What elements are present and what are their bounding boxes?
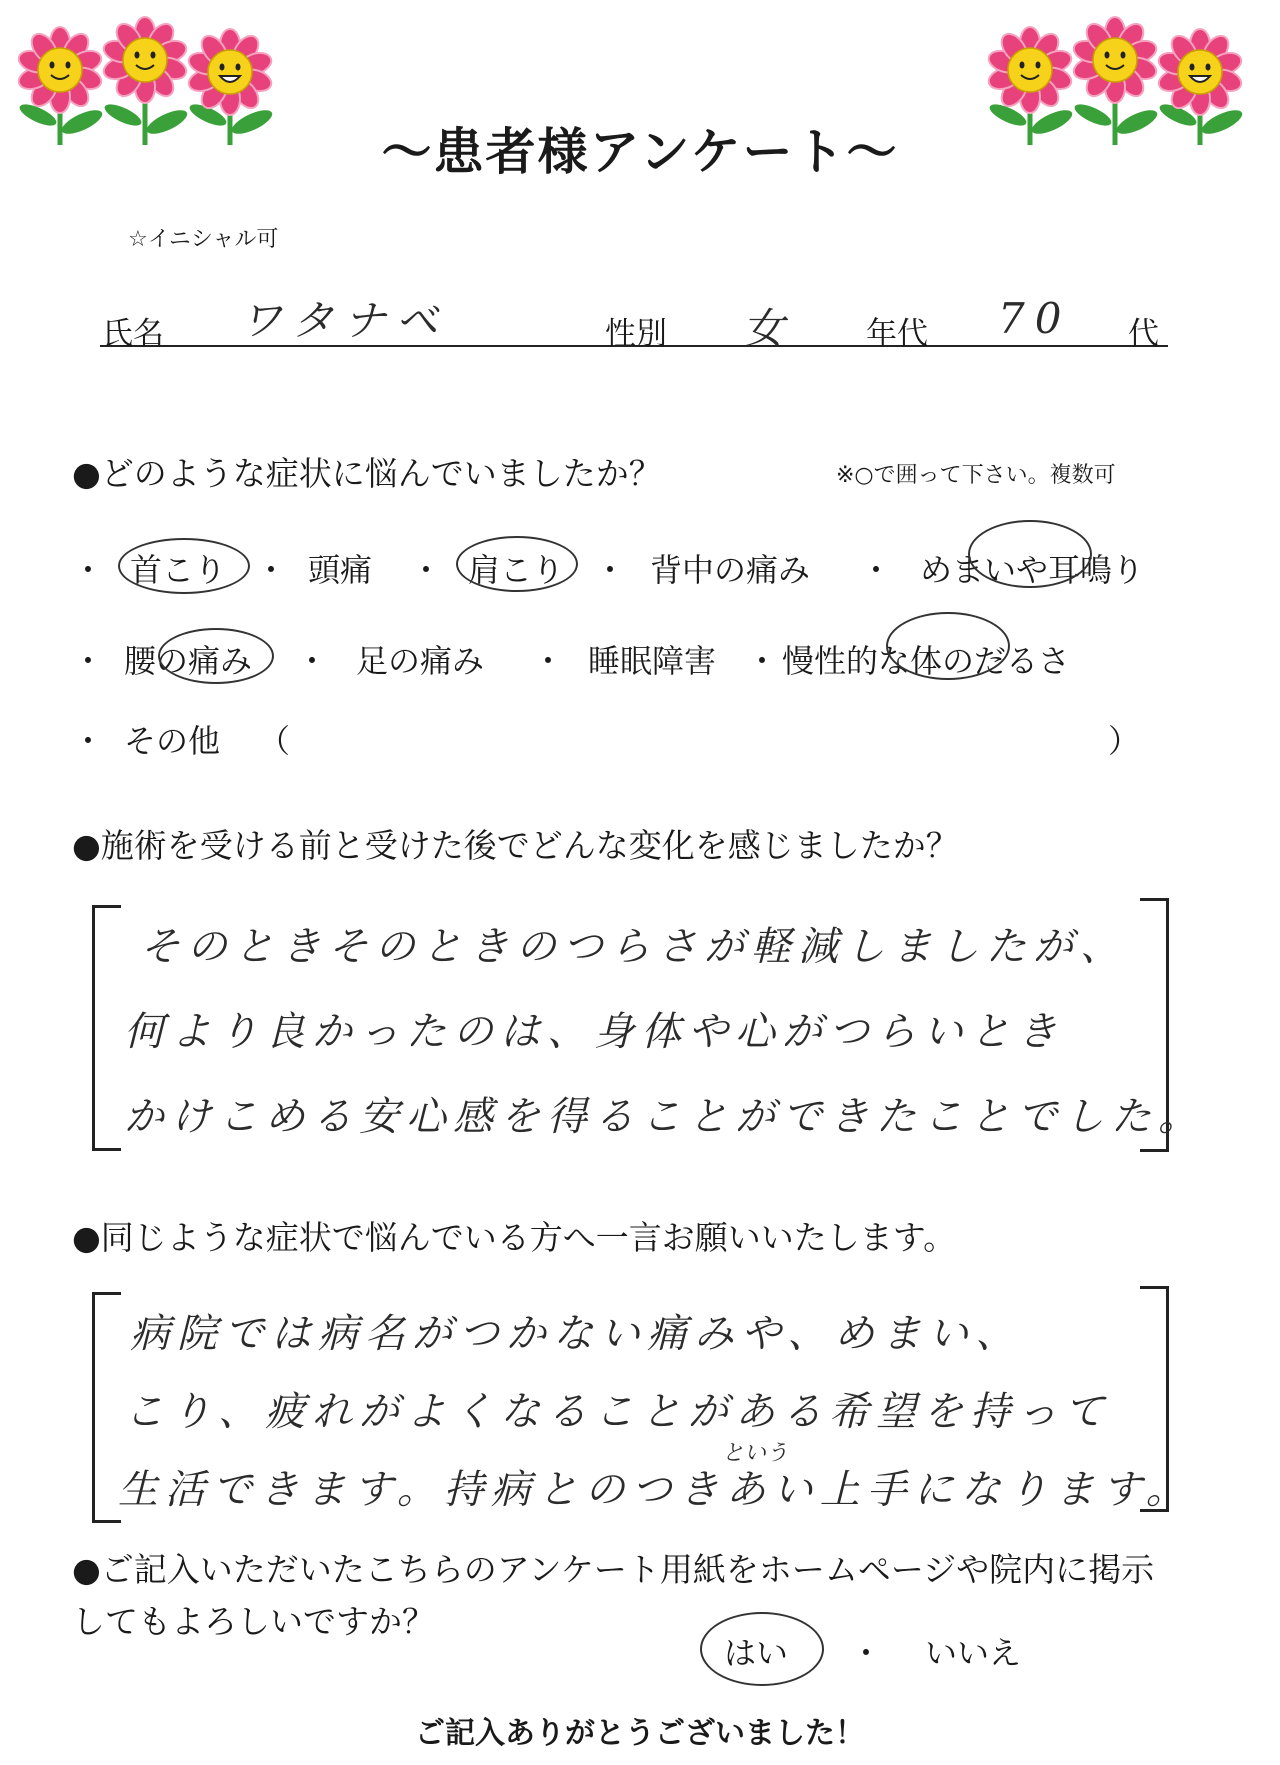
bullet: ・ [410, 551, 443, 589]
name-label: 氏名 [102, 316, 164, 352]
option-back-pain: 背中の痛み [650, 551, 811, 589]
other-paren-open: （ [258, 722, 291, 760]
q1-question: ●どのような症状に悩んでいましたか？ [72, 454, 662, 493]
footer-thanks: ご記入ありがとうございました！ [415, 1716, 865, 1751]
consent-yes: はい [724, 1634, 789, 1672]
option-dizziness-tinnitus-circle [968, 520, 1092, 588]
option-leg-pain: 足の痛み [356, 642, 485, 680]
age-suffix: 代 [1128, 316, 1159, 352]
q2-question: ●施術を受ける前と受けた後でどんな変化を感じましたか？ [72, 826, 959, 865]
option-chronic-fatigue: 慢性的な体のだるさ [782, 642, 1071, 680]
option-neck-stiffness: 首こり [130, 551, 227, 589]
bullet: ・ [532, 642, 565, 680]
q3-bracket-left [92, 1292, 121, 1523]
gender-value: 女 [742, 304, 795, 353]
consent-no: いいえ [925, 1634, 1022, 1672]
age-value: 70 [998, 294, 1072, 343]
q3-answer-line1: 病院では病名がつかない痛みや、めまい、 [130, 1311, 1023, 1357]
q3-question: ●同じような症状で悩んでいる方へ一言お願いいたします。 [72, 1218, 957, 1257]
consent-dot: ・ [850, 1634, 883, 1672]
gender-label: 性別 [605, 316, 667, 352]
bullet: ・ [594, 551, 627, 589]
option-headache: 頭痛 [308, 551, 373, 589]
option-shoulder-stiffness-circle [456, 536, 578, 592]
bullet: ・ [255, 551, 288, 589]
bullet: ・ [72, 551, 105, 589]
consent-yes-circle [700, 1612, 824, 1686]
option-lower-back-pain-circle [158, 628, 274, 684]
option-other-label: その他 [124, 722, 221, 760]
q2-answer-line2: 何より良かったのは、身体や心がつらいとき [124, 1009, 1064, 1055]
bullet: ・ [860, 551, 893, 589]
age-label: 年代 [866, 316, 928, 352]
q3-annotation: という [722, 1441, 789, 1466]
bullet: ・ [296, 642, 329, 680]
bullet: ・ [746, 642, 779, 680]
q3-answer-line2: こり、疲れがよくなることがある希望を持って [124, 1389, 1111, 1435]
q4-question-line2: してもよろしいですか？ [72, 1602, 435, 1641]
option-chronic-fatigue-circle [886, 612, 1010, 680]
q4-question-line1: ●ご記入いただいたこちらのアンケート用紙をホームページや院内に掲示 [72, 1550, 1155, 1589]
initial-note: ☆イニシャル可 [128, 227, 279, 252]
other-paren-close: ） [1108, 722, 1141, 760]
page-title: 〜患者様アンケート〜 [381, 123, 899, 181]
bullet: ・ [72, 642, 105, 680]
q2-answer-line1: そのときそのときのつらさが軽減しましたが、 [140, 924, 1127, 970]
q2-answer-line3: かけこめる安心感を得ることができたことでした。 [124, 1094, 1205, 1140]
option-lower-back-pain: 腰の痛み [124, 642, 253, 680]
option-dizziness-tinnitus: めまいや耳鳴り [920, 551, 1145, 589]
q1-note: ※○で囲って下さい。複数可 [836, 463, 1116, 488]
bullet: ・ [72, 722, 105, 760]
name-value: ワタナベ [240, 296, 448, 345]
option-neck-stiffness-circle [118, 538, 250, 594]
option-shoulder-stiffness: 肩こり [468, 551, 565, 589]
q3-answer-line3: 生活できます。持病とのつきあい上手になります。 [118, 1467, 1193, 1513]
q2-bracket-left [92, 905, 121, 1151]
option-sleep-disorder: 睡眠障害 [588, 642, 717, 680]
